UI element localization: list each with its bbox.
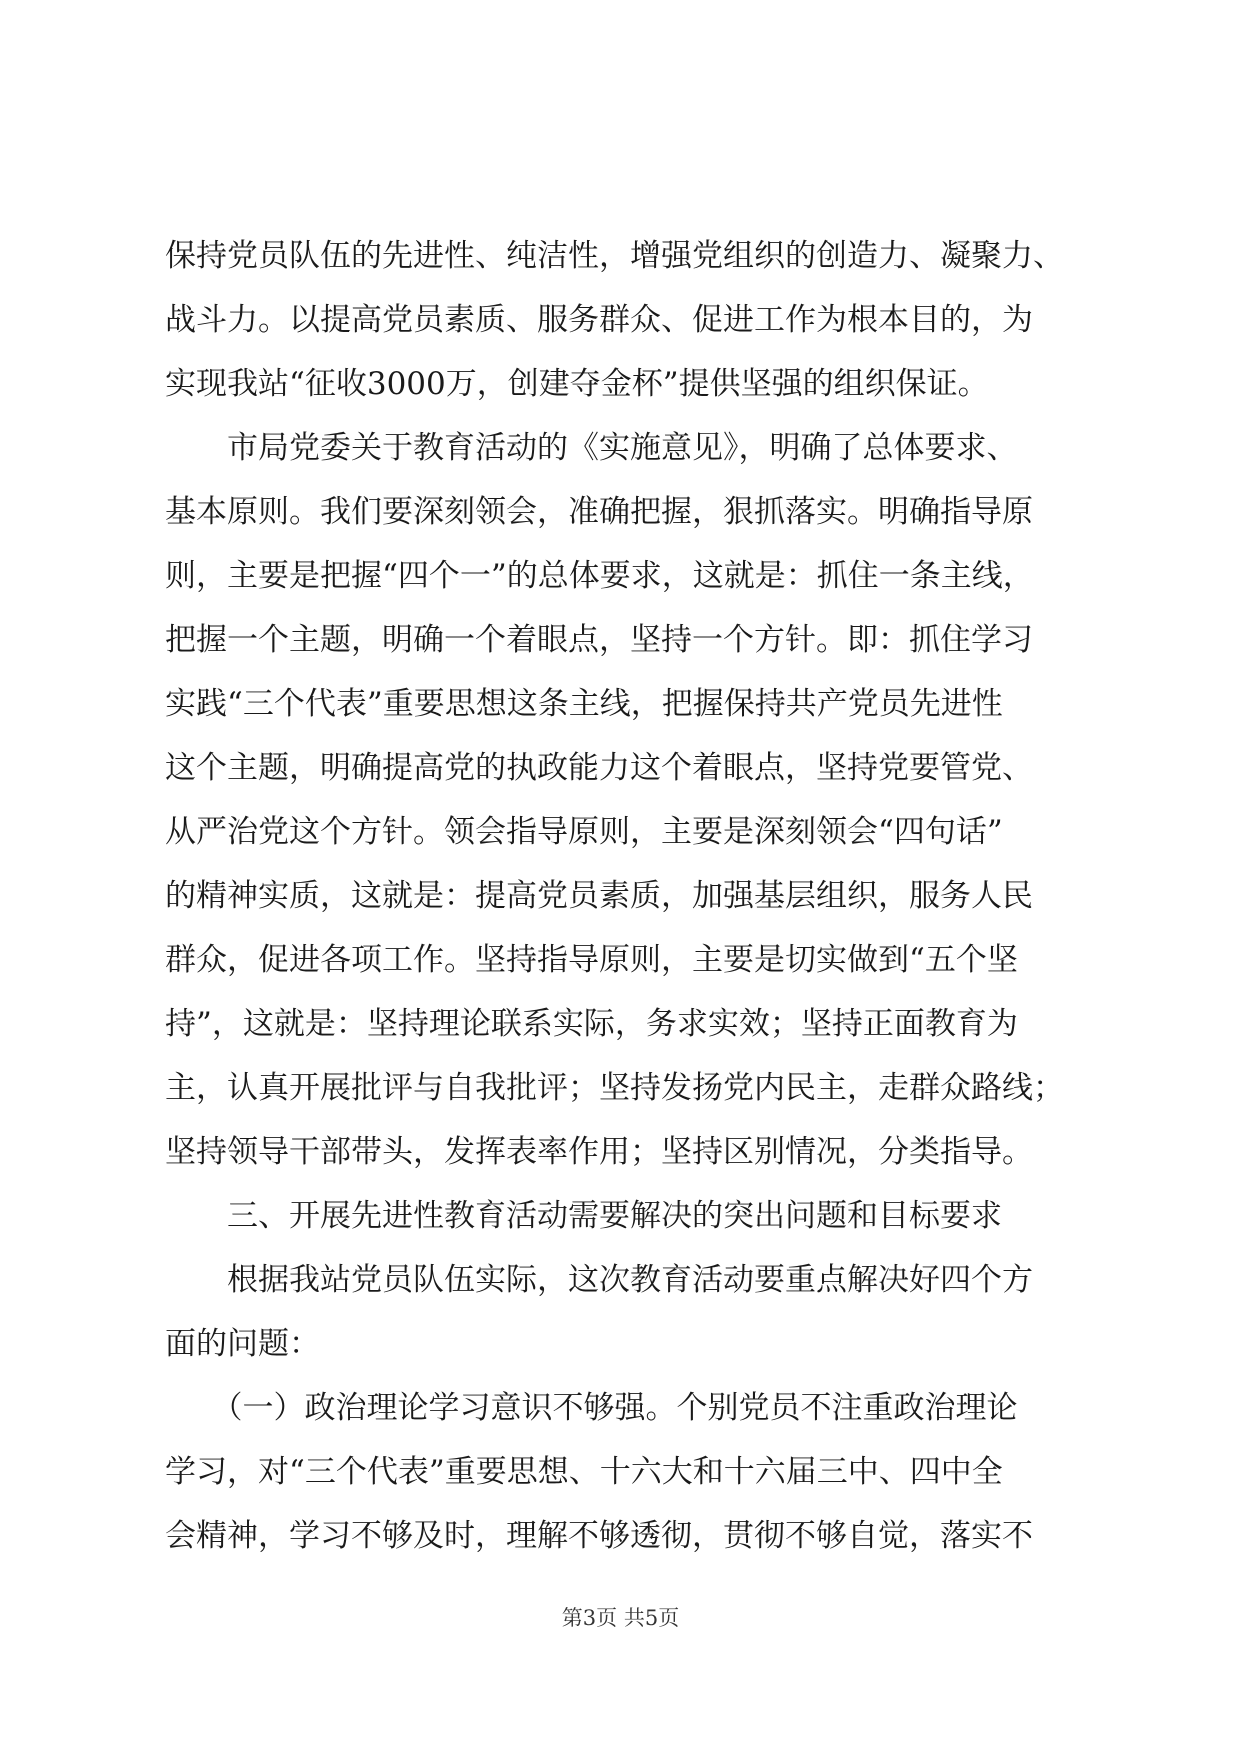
- text-line: 市局党委关于教育活动的《实施意见》，明确了总体要求、: [165, 430, 1018, 466]
- text-line: 这个主题，明确提高党的执政能力这个着眼点，坚持党要管党、: [165, 750, 1033, 786]
- text-line: 群众，促进各项工作。坚持指导原则，主要是切实做到“五个坚: [165, 942, 1018, 978]
- text-line: 坚持领导干部带头，发挥表率作用；坚持区别情况，分类指导。: [165, 1134, 1033, 1170]
- text-line: 基本原则。我们要深刻领会，准确把握，狠抓落实。明确指导原: [165, 494, 1033, 530]
- text-line: 实现我站“征收3000万，创建夺金杯”提供坚强的组织保证。: [165, 366, 989, 402]
- text-line: 根据我站党员队伍实际，这次教育活动要重点解决好四个方: [165, 1262, 1033, 1298]
- body-text: [165, 224, 1077, 1568]
- text-line: 学习，对“三个代表”重要思想、十六大和十六届三中、四中全: [165, 1454, 1003, 1490]
- text-line: 实践“三个代表”重要思想这条主线，把握保持共产党员先进性: [165, 686, 1003, 722]
- text-line: 则，主要是把握“四个一”的总体要求，这就是：抓住一条主线，: [165, 558, 1034, 594]
- text-line: 从严治党这个方针。领会指导原则，主要是深刻领会“四句话”: [165, 814, 1003, 850]
- text-line: 保持党员队伍的先进性、纯洁性，增强党组织的创造力、凝聚力、: [165, 238, 1064, 274]
- text-line: 会精神，学习不够及时，理解不够透彻，贯彻不够自觉，落实不: [165, 1518, 1033, 1554]
- section-heading: 三、开展先进性教育活动需要解决的突出问题和目标要求: [165, 1198, 1002, 1234]
- text-line: （一）政治理论学习意识不够强。个别党员不注重政治理论: [165, 1390, 1018, 1426]
- text-line: 持”，这就是：坚持理论联系实际，务求实效；坚持正面教育为: [165, 1006, 1018, 1042]
- text-line: 把握一个主题，明确一个着眼点，坚持一个方针。即：抓住学习: [165, 622, 1033, 658]
- text-line: 的精神实质，这就是：提高党员素质，加强基层组织，服务人民: [165, 878, 1033, 914]
- page-number-footer: 第3页 共5页: [561, 1606, 680, 1630]
- text-line: 战斗力。以提高党员素质、服务群众、促进工作为根本目的，为: [165, 302, 1033, 338]
- text-line: 面的问题：: [165, 1326, 320, 1362]
- text-line: 主，认真开展批评与自我批评；坚持发扬党内民主，走群众路线；: [165, 1070, 1064, 1106]
